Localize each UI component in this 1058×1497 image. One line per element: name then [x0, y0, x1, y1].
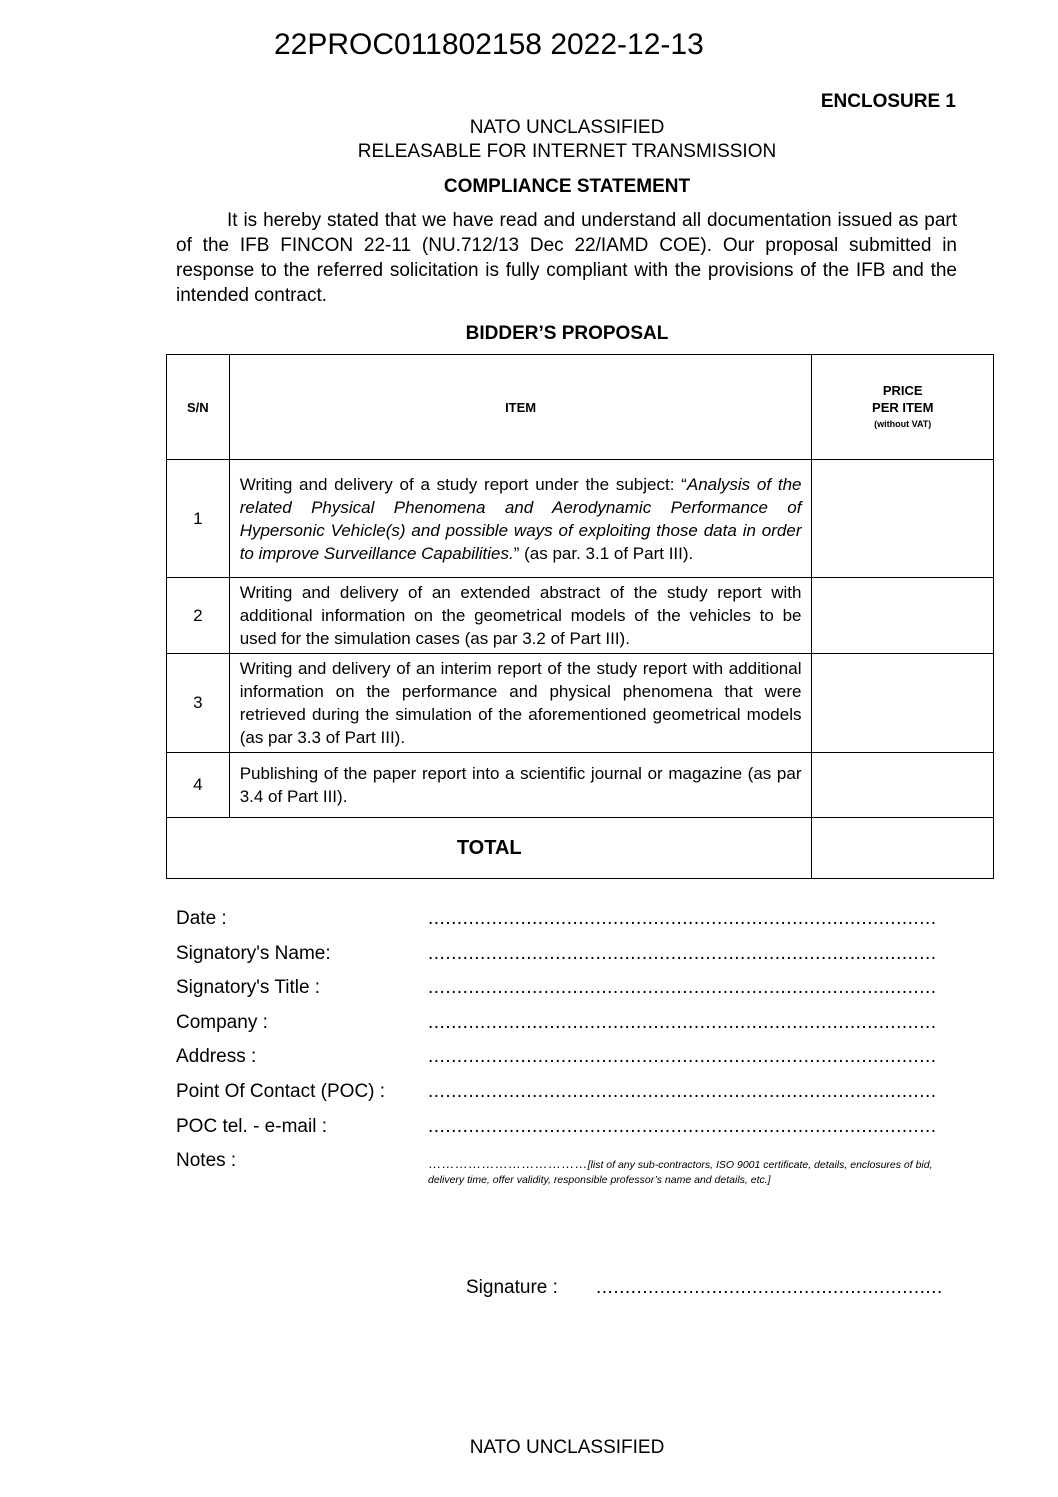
- header-price-note: (without VAT): [874, 418, 932, 429]
- row-item: Writing and delivery of an extended abstract of the study report with additional information on the geometrical models of the vehicles to be used for the simulation cases (as par 3.2 of Part III).: [229, 578, 812, 654]
- table-row: [167, 654, 994, 753]
- row-price-cell[interactable]: [812, 578, 994, 654]
- release-statement: RELEASABLE FOR INTERNET TRANSMISSION: [357, 141, 777, 162]
- poc-field[interactable]: ........................................................................................: [428, 1081, 937, 1102]
- header-item: ITEM: [229, 355, 812, 460]
- row-item: Publishing of the paper report into a scientific journal or magazine (as par 3.4 of Part III).: [229, 753, 812, 818]
- row-sn: 4: [167, 753, 230, 818]
- table-row: [167, 578, 994, 654]
- table-row: [167, 753, 994, 818]
- notes-hint: [list of any sub-contractors, ISO 9001 certificate, details, enclosures of bid, delivery time, offer validity, responsible professor’s name and details, etc.]: [428, 1159, 933, 1186]
- row-price-cell[interactable]: [812, 753, 994, 818]
- classification-footer: NATO UNCLASSIFIED: [469, 1437, 665, 1458]
- row-price-cell[interactable]: [812, 654, 994, 753]
- notes-field[interactable]: [428, 1156, 960, 1188]
- enclosure-label: ENCLOSURE 1: [820, 91, 956, 112]
- compliance-paragraph: [176, 208, 957, 308]
- total-label: TOTAL: [167, 818, 812, 879]
- notes-label: Notes :: [176, 1150, 237, 1171]
- company-label: Company :: [176, 1012, 268, 1033]
- date-label: Date :: [176, 908, 227, 929]
- proposal-title: BIDDER’S PROPOSAL: [465, 323, 669, 344]
- poc-contact-field[interactable]: ........................................................................................: [428, 1116, 937, 1137]
- signature-label: Signature :: [466, 1277, 558, 1298]
- total-price-cell[interactable]: [812, 818, 994, 879]
- row-item: [229, 460, 812, 578]
- company-field[interactable]: ........................................................................................: [428, 1012, 937, 1033]
- row-item: Writing and delivery of an interim report of the study report with additional information on the performance and physical phenomena that were retrieved during the simulation of the aforementioned geometrical models (as par 3.3 of Part III).: [229, 654, 812, 753]
- header-price-line1: PRICE: [882, 382, 923, 398]
- signatory-name-field[interactable]: ........................................................................................: [428, 943, 937, 964]
- classification-header: NATO UNCLASSIFIED: [469, 117, 665, 138]
- document-reference: 22PROC011802158 2022-12-13: [274, 28, 704, 61]
- header-sn: S/N: [167, 355, 230, 460]
- total-row: [167, 818, 994, 879]
- page-title: COMPLIANCE STATEMENT: [443, 176, 691, 197]
- poc-contact-label: POC tel. - e-mail :: [176, 1116, 327, 1137]
- signature-field[interactable]: ............................................................: [596, 1277, 943, 1298]
- signatory-name-label: Signatory's Name:: [176, 943, 331, 964]
- table-row: [167, 460, 994, 578]
- date-field[interactable]: ........................................................................................: [428, 908, 937, 929]
- signatory-title-label: Signatory's Title :: [176, 977, 321, 998]
- signatory-title-field[interactable]: ........................................................................................: [428, 977, 937, 998]
- row-sn: 3: [167, 654, 230, 753]
- compliance-text: It is hereby stated that we have read and understand all documentation issued as part of the IFB FINCON 22-11 (NU.712/13 Dec 22/IAMD COE). Our proposal submitted in response to the referred solicitation is fully compliant with the provisions of the IFB and the intended contract.: [176, 210, 957, 306]
- notes-dots: ………………………………: [428, 1156, 588, 1171]
- address-label: Address :: [176, 1046, 257, 1067]
- header-price-line2: PER ITEM: [872, 399, 934, 415]
- table-header-row: [167, 355, 994, 460]
- header-price: [812, 355, 994, 460]
- row-sn: 1: [167, 460, 230, 578]
- row-sn: 2: [167, 578, 230, 654]
- row-item-post: ” (as par. 3.1 of Part III).: [513, 543, 694, 563]
- poc-label: Point Of Contact (POC) :: [176, 1081, 386, 1102]
- row-item-pre: Writing and delivery of a study report under the subject: “: [239, 474, 687, 494]
- proposal-table: [166, 354, 994, 879]
- address-field[interactable]: ........................................................................................: [428, 1046, 937, 1067]
- row-item-subject: Analysis of the related Physical Phenomena and Aerodynamic Performance of Hypersonic Vehicle(s) and possible ways of exploiting those data in order to improve Surveillance Capabilities.: [239, 474, 802, 563]
- row-price-cell[interactable]: [812, 460, 994, 578]
